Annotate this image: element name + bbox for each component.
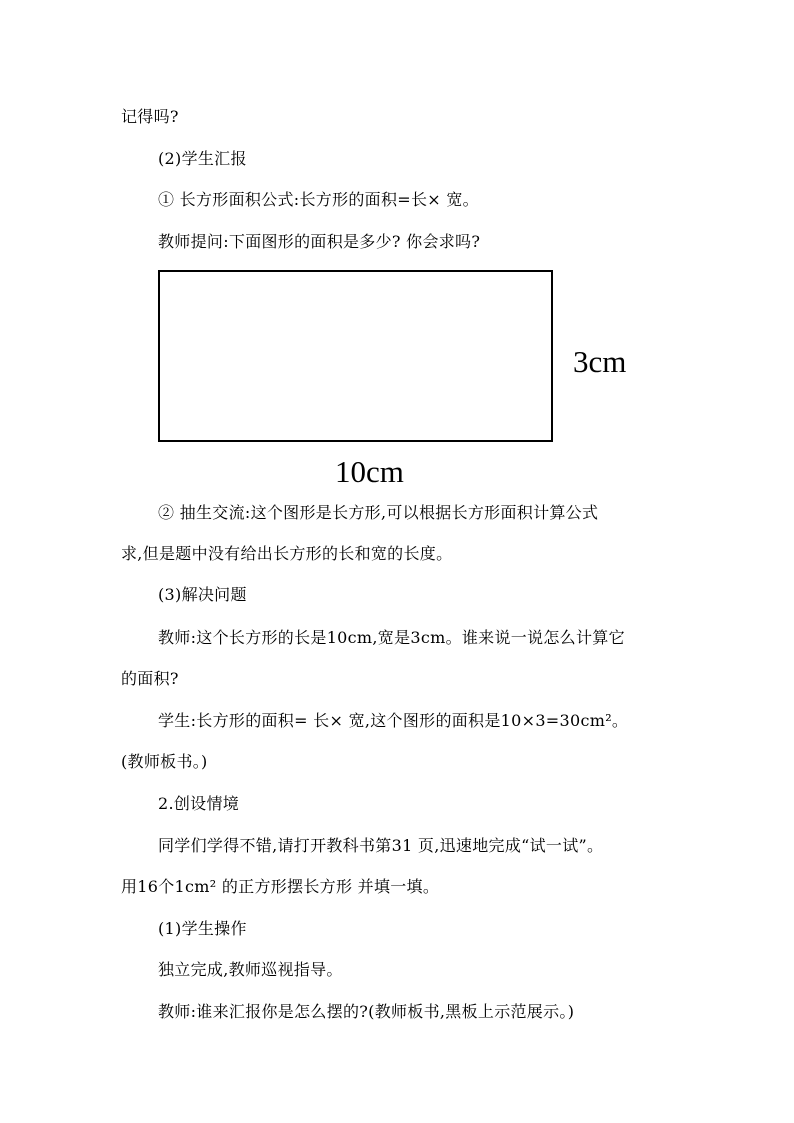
rectangle-shape — [158, 270, 553, 442]
text-line: 2.创设情境 — [158, 794, 240, 813]
text-line: 记得吗? — [121, 107, 179, 126]
text-line: 教师:这个长方形的长是10cm,宽是3cm。谁来说一说怎么计算它 — [158, 628, 625, 647]
text-line: (3)解决问题 — [158, 585, 247, 604]
text-line: (教师板书。) — [121, 752, 208, 771]
text-line: ② 抽生交流:这个图形是长方形,可以根据长方形面积计算公式 — [158, 503, 599, 522]
text-line: 求,但是题中没有给出长方形的长和宽的长度。 — [121, 544, 453, 563]
text-line: 同学们学得不错,请打开教科书第31 页,迅速地完成“试一试”。 — [158, 836, 604, 855]
text-line: (1)学生操作 — [158, 919, 247, 938]
text-line: 独立完成,教师巡视指导。 — [158, 960, 343, 979]
length-label: 10cm — [335, 454, 404, 489]
text-line: (2)学生汇报 — [158, 149, 247, 168]
width-label: 3cm — [573, 344, 627, 379]
text-line: ① 长方形面积公式:长方形的面积=长× 宽。 — [158, 190, 479, 209]
text-line: 教师:谁来汇报你是怎么摆的?(教师板书,黑板上示范展示。) — [158, 1002, 575, 1021]
text-line: 用16个1cm² 的正方形摆长方形 并填一填。 — [121, 877, 440, 896]
text-line: 的面积? — [121, 669, 179, 688]
text-line: 教师提问:下面图形的面积是多少? 你会求吗? — [158, 232, 481, 251]
text-line: 学生:长方形的面积= 长× 宽,这个图形的面积是10×3=30cm²。 — [158, 711, 629, 730]
